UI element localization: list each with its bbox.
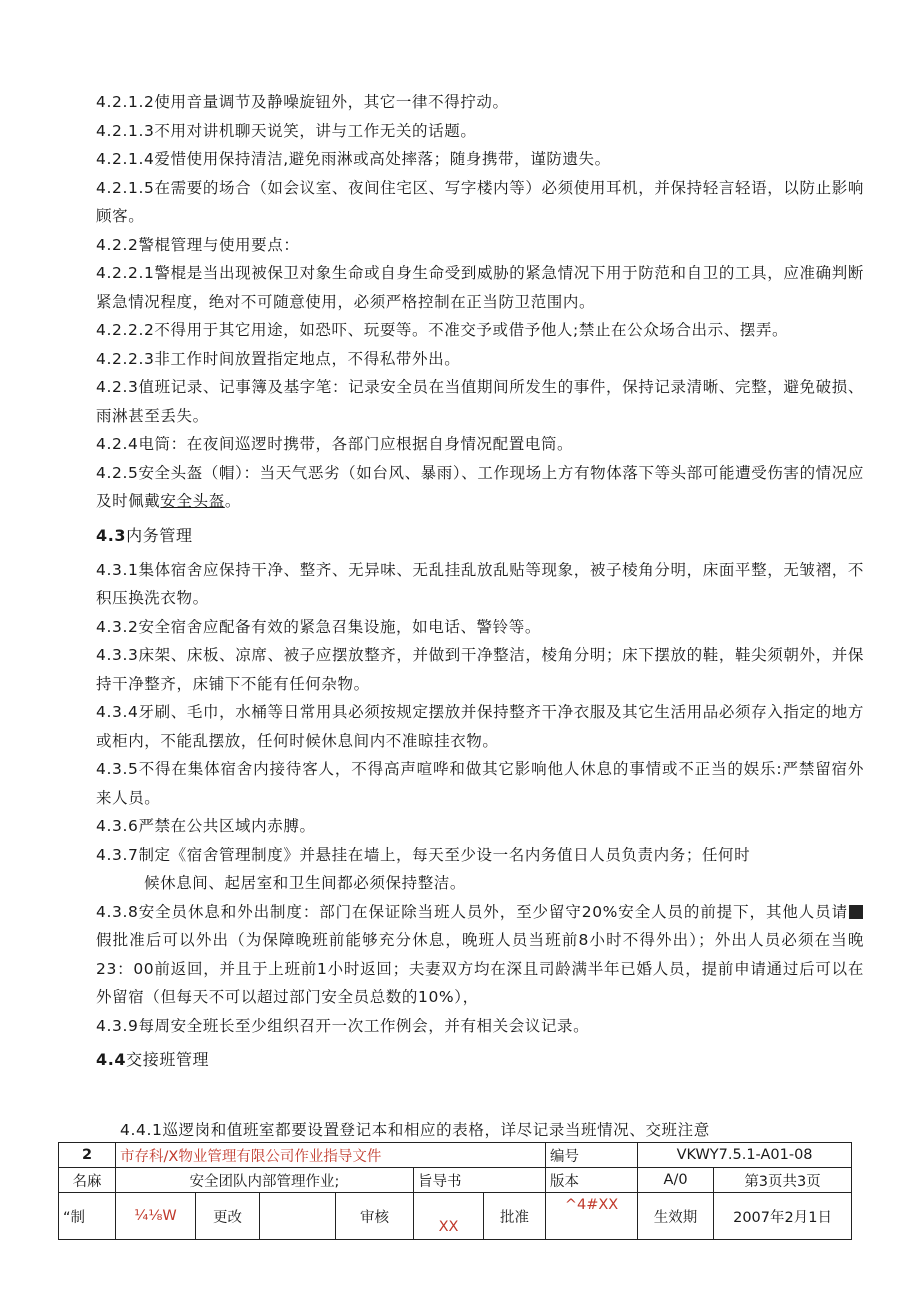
heading-text: 交接班管理 — [126, 1050, 210, 1069]
footer-name-label: 名麻 — [59, 1168, 116, 1193]
footer-company-title — [116, 1143, 546, 1168]
paragraph-rest-policy — [96, 898, 864, 1012]
paragraph-text: 4.2.5安全头盔（帽）：当天气恶劣（如台风、暴雨）、工作现场上方有物体落下等头部可能遭受伤害的情况应及时佩戴 — [96, 463, 864, 510]
heading-number: 4.3 — [96, 525, 127, 545]
footer-version-value: A/0 — [638, 1168, 714, 1193]
paragraph-continuation: 候休息间、起居室和卫生间都必须保持整洁。 — [144, 874, 467, 892]
paragraph: 4.2.4电筒：在夜间巡逻时携带，各部门应根据自身情况配置电筒。 — [96, 435, 574, 453]
footer-change-value — [260, 1193, 336, 1240]
underlined-text: 安全头盔 — [160, 492, 225, 510]
paragraph-shift-log: 4.4.1巡逻岗和值班室都要设置登记本和相应的表格，详尽记录当班情况、交班注意 — [120, 1121, 710, 1139]
footer-prepared-label: “制 — [59, 1193, 116, 1240]
paragraph: 4.2.3值班记录、记事簿及基字笔：记录安全员在当值期间所发生的事件，保持记录清晰、完整，避免破损、雨淋甚至丢失。 — [96, 378, 864, 425]
paragraph: 4.3.5不得在集体宿舍内接待客人，不得高声喧哗和做其它影响他人休息的事情或不正当的娱乐:严禁留宿外来人员。 — [96, 760, 864, 807]
paragraph-helmet — [96, 459, 864, 516]
footer-review-value: XX — [414, 1193, 484, 1240]
paragraph-text: 4.3.8安全员休息和外出制度：部门在保证除当班人员外，至少留守20%安全人员的前提下，其他人员请 — [96, 902, 848, 921]
paragraph: 4.2.2.3非工作时间放置指定地点，不得私带外出。 — [96, 349, 461, 368]
paragraph: 4.2.1.5在需要的场合（如会议室、夜间住宅区、写字楼内等）必须使用耳机，并保持轻言轻语，以防止影响顾客。 — [96, 178, 864, 225]
footer-page-count: 第3页共3页 — [714, 1168, 852, 1193]
paragraph-text: 。 — [224, 492, 241, 510]
footer-effective-date: 2007年2月1日 — [714, 1193, 852, 1240]
paragraph: 4.3.3床架、床板、凉席、被子应摆放整齐，并做到干净整洁，棱角分明；床下摆放的鞋，鞋尖须朝外，并保持干净整齐，床铺下不能有任何杂物。 — [96, 646, 864, 693]
paragraph: 4.3.6严禁在公共区域内赤膊。 — [96, 817, 316, 835]
paragraph: 4.2.2警棍管理与使用要点： — [96, 235, 300, 254]
company-name: 市存科/X物业管理有限公司作业指导文件 — [120, 1148, 382, 1165]
footer-code-value: VKWY7.5.1-A01-08 — [638, 1143, 852, 1168]
paragraph: 4.3.4牙刷、毛巾，水桶等日常用具必须按规定摆放并保持整齐干净衣服及其它生活用品必须存入指定的地方或柜内，不能乱摆放，任何时候休息间内不准晾挂衣物。 — [96, 703, 864, 750]
paragraph: 4.3.2安全宿舍应配备有效的紧急召集设施，如电话、警铃等。 — [96, 617, 541, 636]
footer-effective-label: 生效期 — [638, 1193, 714, 1240]
document-body — [96, 88, 864, 1080]
footer-prepared-value: ¼⅛W — [116, 1193, 196, 1240]
footer-doc-name: 安全团队内部管理作业; — [116, 1168, 414, 1193]
paragraph: 4.3.9每周安全班长至少组织召开一次工作例会，并有相关会议记录。 — [96, 1016, 590, 1035]
paragraph: 4.3.1集体宿舍应保持干净、整齐、无异味、无乱挂乱放乱贴等现象，被子棱角分明，床面平整，无皱褶，不积压换洗衣物。 — [96, 560, 864, 607]
footer-code-label: 编号 — [546, 1143, 638, 1168]
footer-approve-label: 批准 — [484, 1193, 546, 1240]
footer-version-label: 版本 — [546, 1168, 638, 1193]
paragraph: 4.2.1.2使用音量调节及静噪旋钮外，其它一律不得拧动。 — [96, 93, 509, 111]
paragraph-text: 假批准后可以外出（为保障晚班前能够充分休息，晚班人员当班前8小时不得外出）；外出人员必须在当晚23：00前返回，并且于上班前1小时返回；夫妻双方均在深且司龄满半年已婚人员，提前申请通过后可以在外留宿（但每天不可以超过部门安全员总数的10%）， — [96, 931, 864, 1006]
footer-review-label: 审核 — [336, 1193, 414, 1240]
redaction-mark — [849, 905, 863, 919]
paragraph: 4.2.1.4爱惜使用保持清洁,避免雨淋或高处摔落；随身携带，谨防遗失。 — [96, 150, 611, 168]
heading-number: 4.4 — [96, 1050, 127, 1069]
footer-doc-name-suffix: 旨导书 — [414, 1168, 546, 1193]
document-footer-table — [58, 1142, 852, 1240]
heading-text: 内务管理 — [126, 525, 193, 545]
paragraph: 4.2.2.2不得用于其它用途，如恐吓、玩耍等。不准交予或借予他人;禁止在公众场合出示、摆弄。 — [96, 321, 789, 339]
footer-approve-value: ^4#XX — [546, 1193, 638, 1240]
paragraph: 4.3.7制定《宿舍管理制度》并悬挂在墙上，每天至少设一名内务值日人员负责内务；任何时 — [96, 845, 751, 864]
section-heading-4-3 — [96, 522, 864, 550]
paragraph: 4.2.2.1警棍是当出现被保卫对象生命或自身生命受到威胁的紧急情况下用于防范和自卫的工具，应准确判断紧急情况程度，绝对不可随意使用，必须严格控制在正当防卫范围内。 — [96, 264, 864, 311]
footer-change-label: 更改 — [196, 1193, 260, 1240]
section-heading-4-4 — [96, 1046, 864, 1074]
footer-page-number: 2 — [59, 1143, 116, 1168]
paragraph: 4.2.1.3不用对讲机聊天说笑，讲与工作无关的话题。 — [96, 121, 477, 140]
